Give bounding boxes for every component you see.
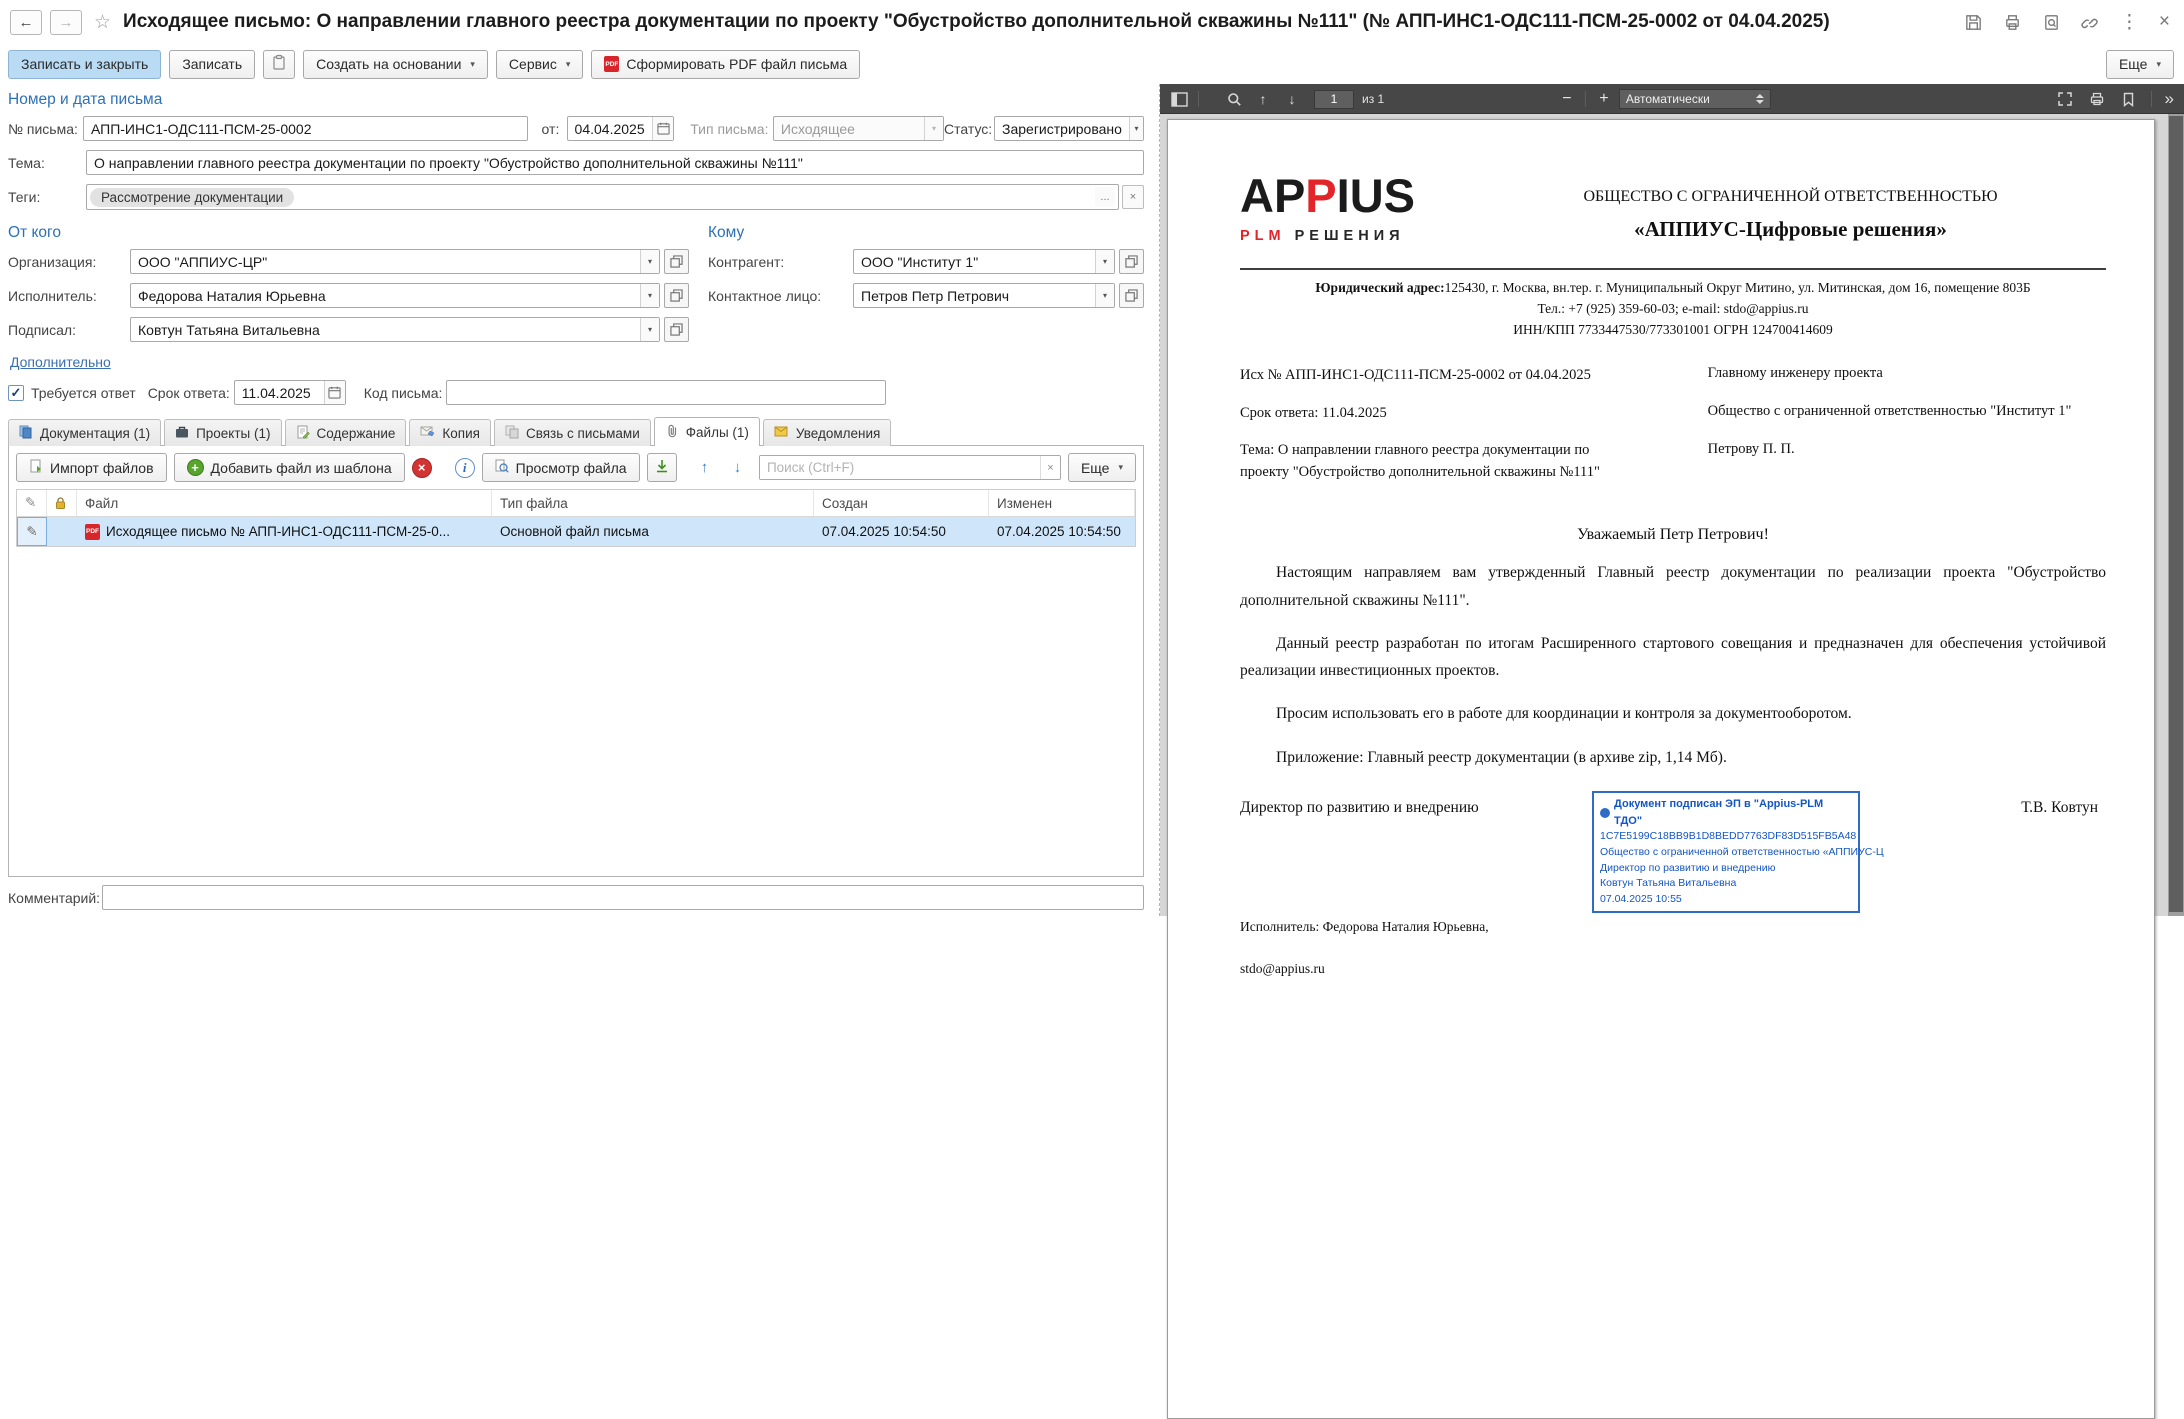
status-value: Зарегистрировано	[1002, 120, 1122, 137]
add-file-from-template-label: Добавить файл из шаблона	[210, 459, 392, 476]
company-type: ОБЩЕСТВО С ОГРАНИЧЕННОЙ ОТВЕТСТВЕННОСТЬЮ	[1583, 188, 1998, 205]
back-icon: ←	[18, 13, 34, 31]
salutation: Уважаемый Петр Петрович!	[1577, 525, 1769, 543]
minus-icon: −	[1562, 90, 1572, 107]
letter-code-label: Код письма:	[363, 384, 443, 401]
from-to-columns	[8, 219, 1144, 351]
dropdown-arrow-icon: ▾	[640, 284, 659, 307]
tab-label: Документация (1)	[40, 425, 151, 441]
favorite-star-icon[interactable]: ☆	[94, 11, 112, 33]
signer-role: Директор по развитию и внедрению	[1240, 799, 1479, 817]
page-number-input[interactable]	[1314, 90, 1354, 109]
addressee-role: Главному инженеру проекта	[1707, 364, 1883, 381]
comment-input[interactable]	[102, 885, 1144, 910]
pencil-icon: ✎	[25, 495, 37, 510]
create-based-on-label: Создать на основании	[316, 56, 462, 72]
download-file-button[interactable]	[647, 453, 677, 482]
tab-notifications[interactable]	[763, 419, 891, 446]
tab-copy[interactable]	[409, 419, 491, 446]
info-icon: i	[462, 459, 467, 475]
address-block	[1240, 278, 2106, 341]
type-value: Исходящее	[780, 120, 855, 137]
signed-by-value: Ковтун Татьяна Витальевна	[138, 321, 320, 338]
zoom-mode-select[interactable]	[1619, 89, 1771, 109]
company-name: «АППИУС-Цифровые решения»	[1634, 217, 1947, 241]
signature-row	[1240, 791, 2106, 906]
addressee-org: Общество с ограниченной ответственностью "Институт 1"	[1707, 402, 2072, 419]
clipboard-icon	[271, 54, 287, 74]
executor-value: Федорова Наталия Юрьевна	[138, 287, 326, 304]
subject-value: О направлении главного реестра документации по проекту "Обустройство дополнительной скважины №111"	[94, 154, 803, 171]
section-number-date: Номер и дата письма	[8, 91, 163, 108]
row-edit-cell[interactable]	[17, 517, 47, 546]
pdf-print-icon[interactable]	[2084, 87, 2110, 111]
number-label: № письма:	[8, 120, 78, 137]
paragraph-2: Данный реестр разработан по итогам Расширенного стартового совещания и предназначен для обеспечения устойчивой реализации инвестиционных проектов.	[1240, 634, 2106, 680]
logo-subtext: РЕШЕНИЯ	[1294, 228, 1405, 244]
file-info-button[interactable]	[455, 458, 475, 478]
envelope-arrow-icon	[420, 425, 435, 441]
tab-letter-links[interactable]	[494, 419, 651, 446]
sidebar-toggle-icon[interactable]	[1166, 87, 1192, 111]
pdf-viewer-panel	[1160, 84, 2184, 977]
plus-icon: +	[1599, 90, 1609, 107]
window-action-icons	[1964, 11, 2170, 34]
search-box	[759, 455, 1061, 480]
service-button[interactable]	[496, 50, 583, 79]
page-count-label: из 1	[1362, 92, 1385, 106]
view-file-button[interactable]	[482, 453, 640, 482]
counterparty-select[interactable]	[853, 249, 1115, 274]
executor-label: Исполнитель:	[8, 287, 97, 304]
letterhead	[1240, 169, 2106, 244]
presentation-mode-icon[interactable]	[2052, 87, 2078, 111]
arrow-up-icon: ↑	[700, 459, 709, 476]
organization-select[interactable]	[130, 249, 660, 274]
column-lock[interactable]	[47, 490, 77, 516]
paperclip-icon	[665, 424, 679, 441]
appius-logo	[1240, 169, 1475, 244]
letter-page	[1167, 119, 2155, 1419]
company-header	[1475, 172, 2106, 244]
import-files-button[interactable]	[16, 453, 167, 482]
tab-label: Уведомления	[795, 425, 881, 441]
row-file-cell[interactable]	[77, 517, 492, 546]
calendar-icon[interactable]	[324, 381, 345, 404]
row-created-cell[interactable]: 07.04.2025 10:54:50	[822, 524, 946, 539]
dropdown-arrow-icon: ▾	[640, 250, 659, 273]
save-and-close-label: Записать и закрыть	[21, 56, 149, 72]
pdf-file-icon: PDF	[604, 56, 619, 72]
requires-answer-label: Требуется ответ	[31, 384, 136, 401]
dropdown-arrow-icon: ▾	[924, 117, 943, 140]
back-button[interactable]	[10, 10, 42, 35]
attachment-line: Приложение: Главный реестр документации (в архиве zip, 1,14 Мб).	[1276, 749, 1727, 767]
meta-right	[1708, 365, 2106, 500]
zoom-out-button[interactable]	[1556, 88, 1578, 110]
check-icon: ✓	[10, 384, 22, 400]
dropdown-arrow-icon: ▾	[565, 58, 571, 69]
page-title: Исходящее письмо: О направлении главного реестра документации по проекту "Обустройство дополнительной скважины №111" (№ АПП-ИНС1-ОДС111-ПСМ-25-0002 от 04.04.2025)	[123, 11, 1830, 32]
pdf-toolbar	[1160, 84, 2184, 114]
toolbar-separator	[2151, 91, 2152, 107]
zoom-controls	[1556, 88, 1771, 110]
save-button[interactable]	[169, 50, 255, 79]
command-bar	[0, 44, 2184, 84]
tab-files[interactable]	[654, 417, 760, 446]
row-modified-cell[interactable]: 07.04.2025 10:54:50	[997, 524, 1121, 539]
requires-answer-checkbox[interactable]	[8, 385, 24, 401]
page-edit-icon	[296, 425, 310, 442]
main-area	[0, 84, 2184, 977]
comment-label: Комментарий:	[8, 889, 101, 906]
toolbar-separator	[1585, 91, 1586, 107]
phone-line: Тел.: +7 (925) 359-60-03; e-mail: stdo@appius.ru	[1537, 300, 1809, 316]
comment-row	[8, 885, 1144, 910]
page-up-button[interactable]	[1250, 87, 1276, 111]
number-input[interactable]	[83, 116, 528, 141]
briefcase-icon	[175, 425, 189, 442]
executor-line: Исполнитель: Федорова Наталия Юрьевна,	[1240, 919, 1489, 935]
letter-form-panel	[0, 84, 1152, 916]
tab-label: Связь с письмами	[525, 425, 640, 441]
contact-select[interactable]	[853, 283, 1115, 308]
preview-icon[interactable]	[2042, 13, 2061, 32]
stamp-hash: 1C7E5199C18BB9B1D8BEDD7763DF83D515FB5A48	[1600, 830, 1857, 843]
pdf-toolbar-right	[2052, 87, 2178, 111]
tab-projects[interactable]	[164, 419, 281, 446]
column-created[interactable]: Создан	[814, 490, 989, 516]
signature-stamp	[1592, 791, 1884, 913]
linked-letters-icon	[505, 425, 519, 442]
files-tab-panel	[8, 445, 1144, 877]
bookmark-icon[interactable]	[2116, 87, 2142, 111]
stamp-date: 07.04.2025 10:55	[1600, 893, 1682, 906]
zoom-mode-value: Автоматически	[1625, 92, 1710, 106]
pdf-file-icon: PDF	[85, 524, 100, 540]
toolbar-separator	[1198, 91, 1199, 107]
form-pdf-button[interactable]	[591, 50, 860, 79]
pdf-view-area[interactable]	[1160, 114, 2168, 977]
tab-label: Проекты (1)	[196, 425, 271, 441]
to-column	[708, 219, 1144, 351]
pencil-icon: ✎	[26, 523, 38, 539]
create-based-on-button[interactable]	[303, 50, 488, 79]
counterparty-value: ООО "Институт 1"	[861, 253, 979, 270]
forward-icon: →	[58, 13, 74, 31]
tab-label: Копия	[442, 425, 480, 441]
close-icon[interactable]: ×	[2158, 11, 2170, 32]
subject-row	[8, 150, 1144, 175]
column-filetype[interactable]: Тип файла	[492, 490, 814, 516]
logo-text: AP	[1240, 169, 1306, 222]
move-down-button[interactable]	[725, 456, 751, 480]
files-table	[16, 489, 1136, 547]
more-tools-chevrons[interactable]: »	[2164, 89, 2174, 108]
move-up-button[interactable]	[692, 456, 718, 480]
address-label: Юридический адрес:	[1315, 280, 1445, 295]
column-file[interactable]: Файл	[77, 490, 492, 516]
download-icon	[655, 459, 669, 477]
add-file-from-template-button[interactable]	[174, 453, 405, 482]
type-select	[773, 116, 944, 141]
column-modified[interactable]: Изменен	[989, 490, 1135, 516]
dropdown-arrow-icon: ▾	[1095, 250, 1114, 273]
status-select[interactable]	[994, 116, 1144, 141]
arrow-down-icon: ↓	[1288, 91, 1296, 107]
tab-strip	[8, 416, 1144, 445]
counterparty-label: Контрагент:	[708, 253, 785, 270]
stamp-title: Документ подписан ЭП в "Appius-PLM ТДО"	[1614, 798, 1824, 827]
tags-ellipsis-button[interactable]: ...	[1095, 187, 1115, 207]
answer-due-input[interactable]	[234, 380, 346, 405]
tags-input[interactable]	[86, 184, 1119, 210]
status-label: Статус:	[944, 120, 993, 137]
letter-meta	[1240, 365, 2106, 500]
documents-icon	[19, 425, 33, 442]
calendar-icon[interactable]	[652, 117, 673, 140]
logo-subtext-red: PLM	[1240, 228, 1286, 244]
counterparty-open-button[interactable]	[1119, 249, 1144, 274]
files-empty-area	[16, 547, 1136, 876]
delete-cross-icon: ×	[417, 460, 426, 475]
form-pdf-label: Сформировать PDF файл письма	[626, 56, 848, 72]
additional-link[interactable]: Дополнительно	[10, 354, 111, 370]
dropdown-arrow-icon: ▾	[1129, 117, 1143, 140]
tab-label: Файлы (1)	[685, 424, 749, 440]
title-bar	[0, 0, 2184, 44]
organization-label: Организация:	[8, 253, 97, 270]
answer-due: Срок ответа: 11.04.2025	[1240, 404, 1387, 421]
save-and-close-button[interactable]	[8, 50, 161, 79]
organization-open-button[interactable]	[664, 249, 689, 274]
page-down-button[interactable]	[1279, 87, 1305, 111]
section-to: Кому	[708, 224, 745, 241]
dropdown-arrow-icon: ▾	[470, 58, 475, 69]
files-more-label: Еще	[1080, 459, 1110, 476]
signer-initials: Т.В. Ковтун	[2021, 799, 2098, 817]
stamp-org: Общество с ограниченной ответственностью «АППИУС-Ц	[1600, 845, 1884, 858]
view-magnifier-icon	[495, 459, 509, 476]
row-lock-cell	[47, 517, 77, 546]
files-more-button[interactable]	[1068, 453, 1136, 482]
dropdown-arrow-icon: ▾	[640, 318, 659, 341]
more-label: Еще	[2118, 56, 2148, 72]
signed-by-label: Подписал:	[8, 321, 76, 338]
lock-icon	[55, 497, 66, 510]
table-row[interactable]	[17, 517, 1135, 546]
arrow-up-icon: ↑	[1259, 91, 1267, 107]
signature-medal-icon	[1600, 808, 1610, 818]
select-arrows-icon	[1756, 94, 1764, 104]
contact-open-button[interactable]	[1119, 283, 1144, 308]
meta-left	[1240, 365, 1708, 500]
logo-text: IUS	[1336, 169, 1416, 222]
zoom-in-button[interactable]	[1593, 88, 1615, 110]
outgoing-number: Исх № АПП-ИНС1-ОДС111-ПСМ-25-0002 от 04.04.2025	[1240, 366, 1591, 383]
tab-documentation[interactable]	[8, 419, 161, 446]
signed-by-select[interactable]	[130, 317, 660, 342]
address-value: 125430, г. Москва, вн.тер. г. Муниципальный Округ Митино, ул. Митинская, дом 16, помещение 803Б	[1444, 280, 2031, 295]
logo-text-red: P	[1305, 169, 1337, 222]
import-files-label: Импорт файлов	[50, 459, 154, 476]
panel-splitter[interactable]	[1152, 84, 1160, 916]
tag-chip[interactable]: Рассмотрение документации	[90, 188, 294, 207]
from-column	[8, 219, 708, 351]
letter-subject: Тема: О направлении главного реестра документации по проекту "Обустройство дополнительной скважины №111"	[1240, 442, 1600, 481]
copy-link-button[interactable]	[263, 50, 295, 79]
tags-clear-button[interactable]: ×	[1122, 185, 1144, 209]
executor-select[interactable]	[130, 283, 660, 308]
tags-label: Теги:	[8, 189, 41, 205]
files-toolbar	[16, 453, 1136, 482]
delete-file-button[interactable]	[412, 458, 432, 478]
search-input[interactable]	[760, 456, 1040, 479]
search-clear-icon[interactable]: ×	[1040, 456, 1060, 479]
dropdown-arrow-icon: ▾	[1118, 462, 1123, 472]
tab-content[interactable]	[285, 419, 407, 446]
arrow-down-icon: ↓	[733, 459, 742, 476]
section-from: От кого	[8, 224, 61, 241]
letter-code-input[interactable]	[446, 380, 886, 405]
number-value: АПП-ИНС1-ОДС111-ПСМ-25-0002	[90, 120, 312, 137]
more-menu-icon[interactable]: ⋮	[2119, 11, 2139, 33]
file-name: Исходящее письмо № АПП-ИНС1-ОДС111-ПСМ-25-0...	[106, 524, 450, 539]
contact-value: Петров Петр Петрович	[861, 287, 1010, 304]
save-label: Записать	[182, 56, 243, 72]
organization-value: ООО "АППИУС-ЦР"	[138, 253, 268, 270]
pdf-search-icon[interactable]	[1221, 87, 1247, 111]
contact-label: Контактное лицо:	[708, 287, 822, 304]
add-plus-icon: +	[187, 459, 204, 476]
paragraph-3: Просим использовать его в работе для координации и контроля за документооборотом.	[1276, 705, 1852, 723]
addressee-name: Петрову П. П.	[1707, 440, 1795, 457]
view-file-label: Просмотр файла	[515, 459, 627, 476]
letterhead-rule	[1240, 268, 2106, 270]
forward-button[interactable]	[50, 10, 82, 35]
stamp-role: Директор по развитию и внедрению	[1600, 861, 1776, 874]
pdf-scrollbar-thumb[interactable]	[2169, 116, 2183, 912]
paragraph-1: Настоящим направляем вам утвержденный Главный реестр документации по реализации проекта "Обустройство дополнительной скважины №111".	[1240, 563, 2106, 609]
tab-label: Содержание	[316, 425, 396, 441]
executor-open-button[interactable]	[664, 283, 689, 308]
row-filetype-cell[interactable]: Основной файл письма	[500, 524, 649, 539]
save-icon[interactable]	[1964, 13, 1983, 32]
signed-by-open-button[interactable]	[664, 317, 689, 342]
answer-due-label: Срок ответа:	[147, 384, 230, 401]
dropdown-arrow-icon: ▾	[1095, 284, 1114, 307]
stamp-name: Ковтун Татьяна Витальевна	[1600, 877, 1737, 890]
dropdown-arrow-icon: ▾	[2156, 58, 2161, 69]
column-edit[interactable]	[17, 490, 47, 516]
import-file-icon	[29, 459, 43, 477]
pdf-scrollbar[interactable]	[2168, 114, 2184, 916]
subject-input[interactable]	[86, 150, 1144, 175]
date-input[interactable]	[567, 116, 675, 141]
subject-label: Тема:	[8, 154, 45, 171]
date-value: 04.04.2025	[574, 120, 645, 137]
tags-row	[8, 184, 1144, 210]
sender-email: stdo@appius.ru	[1240, 961, 1325, 977]
link-icon[interactable]	[2081, 13, 2100, 32]
answer-due-value: 11.04.2025	[241, 384, 311, 401]
print-icon[interactable]	[2003, 13, 2022, 32]
date-label: от:	[541, 120, 560, 137]
inn-line: ИНН/КПП 7733447530/773301001 ОГРН 124700414609	[1513, 321, 1833, 337]
files-table-header	[17, 490, 1135, 517]
notification-envelope-icon	[774, 425, 789, 441]
service-label: Сервис	[508, 56, 557, 72]
answer-row	[8, 380, 1144, 405]
more-button[interactable]	[2106, 50, 2174, 79]
type-label: Тип письма:	[690, 120, 769, 137]
number-date-row	[8, 116, 1144, 141]
